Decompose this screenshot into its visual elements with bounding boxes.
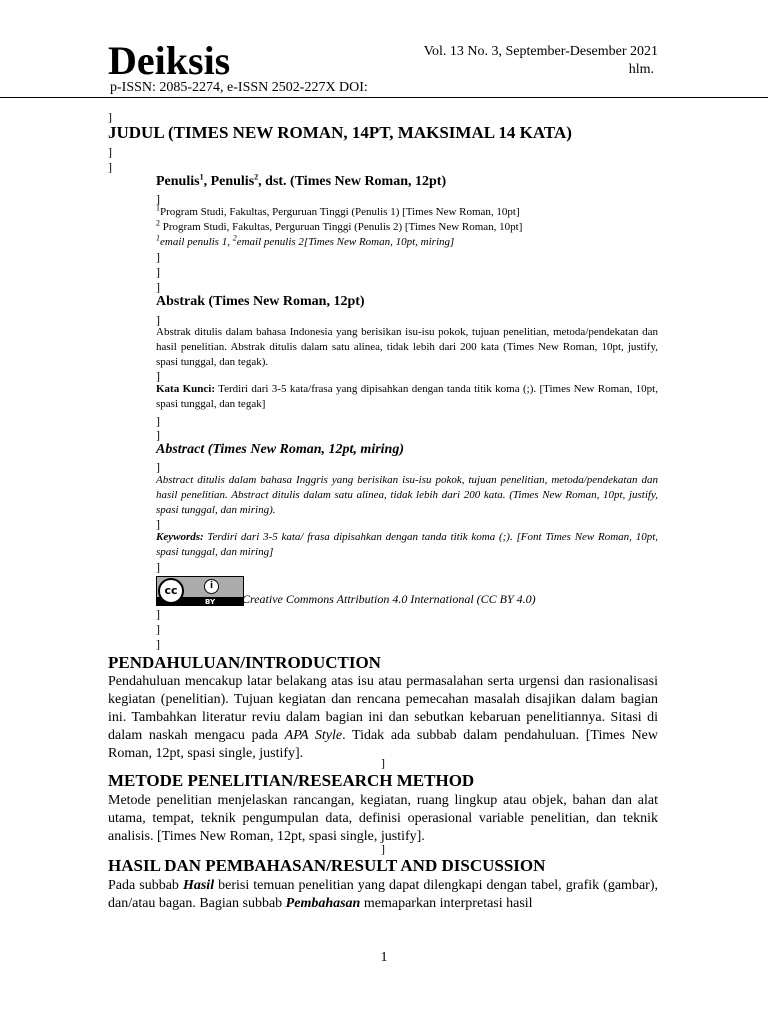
- bracket-mark: ]: [156, 250, 160, 264]
- keywords-text: Terdiri dari 3-5 kata/ frasa dipisahkan dengan tanda titik koma (;). [Font Times New Roman, 10pt, spasi tunggal, dan miring]: [156, 531, 658, 558]
- author-line: [156, 174, 446, 190]
- method-heading: METODE PENELITIAN/RESEARCH METHOD: [108, 771, 475, 790]
- abstrak-heading: Abstrak (Times New Roman, 12pt): [156, 294, 365, 309]
- abstract-heading: Abstract (Times New Roman, 12pt, miring): [156, 442, 404, 457]
- result-paragraph: [108, 877, 658, 913]
- issn-line: p-ISSN: 2085-2274, e-ISSN 2502-227X DOI:: [110, 80, 368, 95]
- method-paragraph: Metode penelitian menjelaskan rancangan, kegiatan, ruang lingkup atau objek, bahan dan alat utama, tempat, teknik pengumpulan data, definisi operasional variable penelitian, dan teknik analisis. [Times New Roman, 12pt, spasi single, justify].: [108, 793, 658, 844]
- bracket-mark: ]: [156, 414, 160, 428]
- affiliation-1: [156, 203, 520, 219]
- aff2-text: Program Studi, Fakultas, Perguruan Tinggi (Penulis 2) [Times New Roman, 10pt]: [160, 221, 523, 233]
- abstrak-body: Abstrak ditulis dalam bahasa Indonesia yang berisikan isu-isu pokok, tujuan penelitian, metoda/pendekatan dan hasil penelitian. Abstrak ditulis dalam satu alinea, tidak lebih dari 200 kata (Times New Roman, 10pt, justify, spasi tunggal, dan tegak).: [156, 326, 658, 368]
- kata-kunci-label: Kata Kunci:: [156, 383, 215, 395]
- result-heading: HASIL DAN PEMBAHASAN/RESULT AND DISCUSSION: [108, 856, 546, 875]
- bracket-mark: ]: [108, 145, 112, 159]
- bracket-mark: ]: [156, 560, 160, 574]
- bracket-mark: ]: [156, 607, 160, 621]
- paper-title: JUDUL (TIMES NEW ROMAN, 14PT, MAKSIMAL 14 KATA): [108, 123, 572, 142]
- person-icon: i: [204, 579, 219, 594]
- bracket-mark: ]: [156, 192, 160, 206]
- bracket-mark: ]: [156, 280, 160, 294]
- abstract-body: Abstract ditulis dalam bahasa Inggris yang berisikan isu-isu pokok, tujuan penelitian, metoda/pendekatan dan hasil penelitian. Abstract ditulis dalam satu alinea, tidak lebih dari 200 kata. (Times New Roman, 10pt, justify, spasi tunggal, dan miring).: [156, 474, 658, 516]
- author-1-sup: 1: [199, 172, 204, 182]
- bracket-mark: ]: [156, 265, 160, 279]
- intro-heading: PENDAHULUAN/INTRODUCTION: [108, 653, 381, 672]
- license-text: Creative Commons Attribution 4.0 International (CC BY 4.0): [242, 592, 536, 606]
- bracket-mark: ]: [381, 756, 385, 770]
- keywords-label: Keywords:: [156, 531, 204, 543]
- bracket-mark: ]: [108, 160, 112, 174]
- result-text-pembahasan: Pembahasan: [285, 896, 361, 911]
- bracket-mark: ]: [156, 369, 160, 383]
- bracket-mark: ]: [156, 622, 160, 636]
- author-rest: , dst. (Times New Roman, 12pt): [258, 174, 447, 189]
- email1-sup: 1: [156, 233, 160, 243]
- bracket-mark: ]: [381, 842, 385, 856]
- by-label: BY: [205, 598, 216, 606]
- result-text-hasil: Hasil: [182, 878, 215, 893]
- cc-by-badge[interactable]: [156, 576, 244, 606]
- result-text-c: berisi temuan penelitian yang dapat dilengkapi dengan tabel, grafik (gambar), dan/atau bagan. Bagian subbab: [108, 878, 658, 911]
- aff1-sup: 1: [156, 203, 160, 213]
- aff2-sup: 2: [156, 218, 160, 228]
- email2-sup: 2: [232, 233, 237, 243]
- bracket-mark: ]: [156, 313, 160, 327]
- result-text-a: Pada subbab: [108, 878, 183, 893]
- intro-text-b: . Tidak ada subbab dalam pendahuluan. [Times New Roman, 12pt, spasi single, justify].: [108, 728, 659, 761]
- bracket-mark: ]: [156, 517, 160, 531]
- pages-text: hlm.: [628, 62, 654, 77]
- bracket-mark: ]: [156, 460, 160, 474]
- bracket-mark: ]: [108, 110, 112, 124]
- email1-text: email penulis 1,: [160, 236, 233, 248]
- intro-text-a: Pendahuluan mencakup latar belakang atas isu atau permasalahan serta urgensi dan rasionalisasi kegiatan (penelitian). Tujuan kegiatan dan rencana pemecahan masalah disajikan dalam bagian ini. Tambahkan literatur reviu dalam bagian ini dan sebutkan kebaruan penelitiannya. Sitasi di dalam naskah mengacu pada: [108, 674, 658, 743]
- keywords: [156, 530, 658, 560]
- author-2: , Penulis: [203, 174, 255, 189]
- result-text-e: memaparkan interpretasi hasil: [360, 896, 533, 911]
- journal-name: Deiksis: [108, 38, 231, 83]
- author-1: Penulis: [156, 174, 200, 189]
- affiliation-2: [156, 218, 523, 234]
- intro-paragraph: [108, 673, 658, 763]
- kata-kunci: [156, 382, 658, 412]
- page-number: 1: [380, 950, 388, 965]
- aff1-text: Program Studi, Fakultas, Perguruan Tinggi (Penulis 1) [Times New Roman, 10pt]: [160, 206, 520, 218]
- header-divider: [0, 97, 768, 98]
- intro-text-italic: APA Style: [284, 728, 343, 743]
- cc-icon: cc: [158, 578, 184, 604]
- bracket-mark: ]: [156, 428, 160, 442]
- bracket-mark: ]: [156, 637, 160, 651]
- volume-info: [396, 43, 658, 79]
- email-line: [156, 233, 455, 249]
- volume-text: Vol. 13 No. 3, September-Desember 2021: [423, 44, 658, 59]
- email2-text: email penulis 2[Times New Roman, 10pt, miring]: [236, 236, 455, 248]
- author-2-sup: 2: [254, 172, 259, 182]
- kata-kunci-text: Terdiri dari 3-5 kata/frasa yang dipisahkan dengan tanda titik koma (;). [Times New Roman, 10pt, spasi tunggal, dan tegak]: [156, 383, 658, 410]
